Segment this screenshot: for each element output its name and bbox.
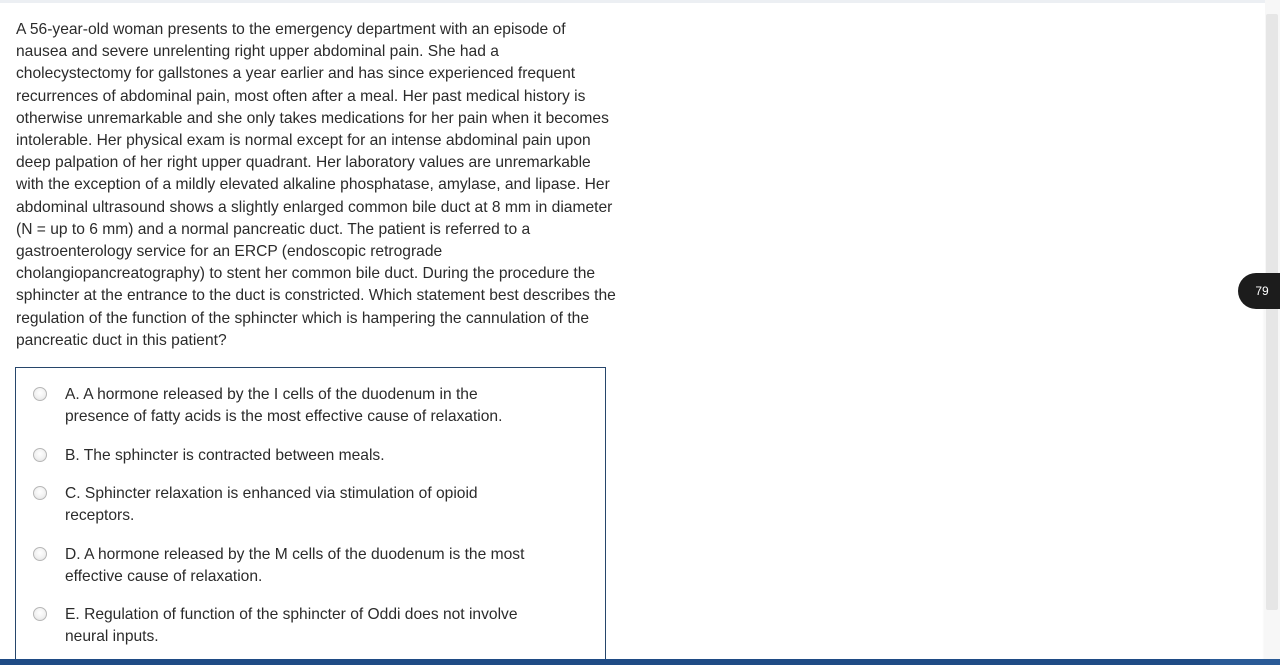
bottom-toolbar-accent (1210, 659, 1280, 665)
choice-b-label: B. The sphincter is contracted between meals. (65, 447, 385, 464)
radio-button-e[interactable] (33, 607, 47, 621)
scrollbar-thumb[interactable] (1266, 14, 1278, 610)
answer-choices (15, 367, 606, 665)
choice-a-label: A. A hormone released by the I cells of the duodenum in the presence of fatty acids is the most effective cause of relaxation. (65, 386, 503, 426)
radio-button-c[interactable] (33, 486, 47, 500)
radio-button-a[interactable] (33, 387, 47, 401)
question-stem-text: A 56-year-old woman presents to the emergency department with an episode of nausea and severe unrelenting right upper abdominal pain. She had a cholecystectomy for gallstones a year earlier and has since experienced frequent recurrences of abdominal pain, most often after a meal. Her past medical history is otherwise unremarkable and she only takes medications for her pain when it becomes intolerable. Her physical exam is normal except for an intense abdominal pain upon deep palpation of her right upper quadrant. Her laboratory values are unremarkable with the exception of a mildly elevated alkaline phosphatase, amylase, and lipase. Her abdominal ultrasound shows a slightly enlarged common bile duct at 8 mm in diameter (N = up to 6 mm) and a normal pancreatic duct. The patient is referred to a gastroenterology service for an ERCP (endoscopic retrograde cholangiopancreatography) to stent her common bile duct. During the procedure the sphincter at the entrance to the duct is constricted. Which statement best describes the regulation of the function of the sphincter which is hampering the cannulation of the pancreatic duct in this patient? (16, 21, 616, 349)
question-number: 79 (1255, 284, 1269, 298)
choice-d-label: D. A hormone released by the M cells of the duodenum is the most effective cause of relaxation. (65, 546, 525, 586)
choice-c-label: C. Sphincter relaxation is enhanced via stimulation of opioid receptors. (65, 485, 478, 525)
radio-button-b[interactable] (33, 448, 47, 462)
choice-e-label: E. Regulation of function of the sphincter of Oddi does not involve neural inputs. (65, 606, 518, 646)
bottom-toolbar (0, 659, 1280, 665)
radio-button-d[interactable] (33, 547, 47, 561)
question-stem (16, 19, 616, 352)
top-divider (0, 0, 1280, 3)
question-number-tab[interactable] (1238, 273, 1280, 309)
